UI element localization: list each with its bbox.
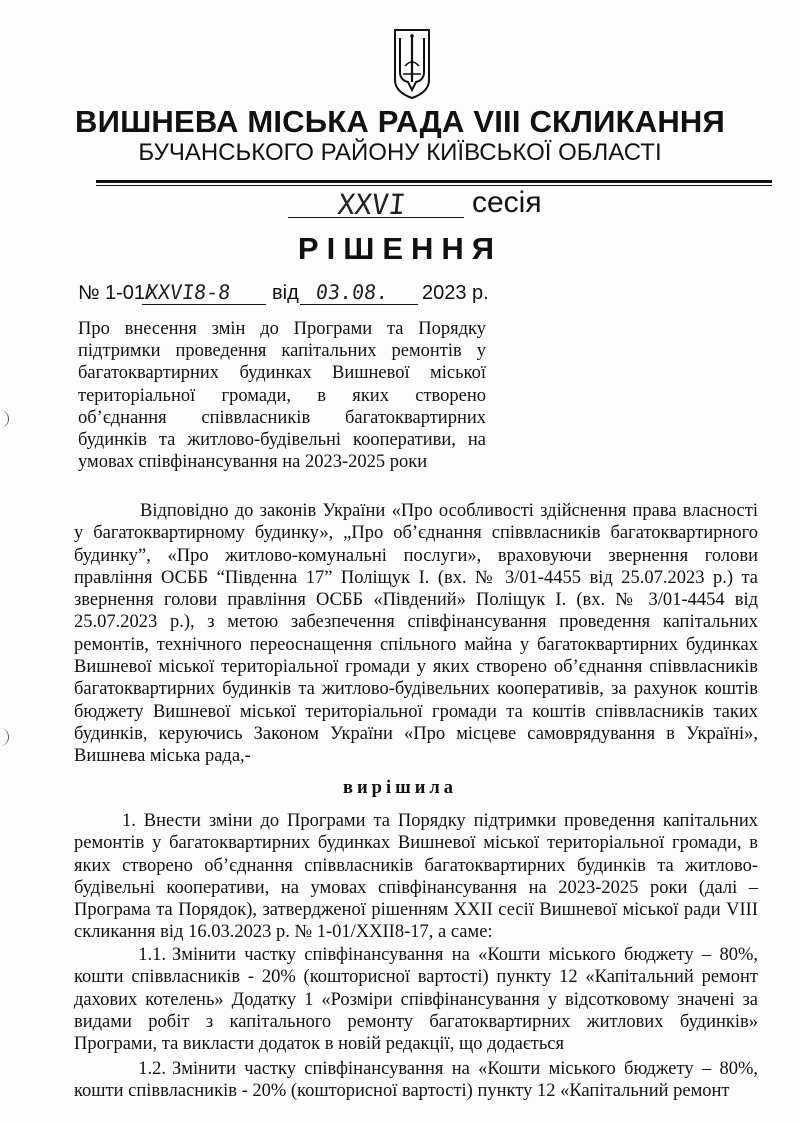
district-region: БУЧАНСЬКОГО РАЙОНУ КИЇВСЬКОЇ ОБЛАСТІ xyxy=(138,139,662,166)
decision-date-blank xyxy=(300,304,418,305)
subitem-1-2-text: Змінити частку співфінансування на «Кошти міського бюджету – 80%, кошти співвласників - 20% (кошторисної вартості) пункту 12 «Капітальний ремонт xyxy=(74,1059,758,1102)
subitem-1-1 xyxy=(74,944,758,1055)
scan-edge-mark xyxy=(0,410,9,428)
decided-label: вирішила xyxy=(343,778,457,798)
decision-year: 2023 р. xyxy=(422,282,489,304)
decision-subject: Про внесення змін до Програми та Порядку підтримки проведення капітальних ремонтів у багатоквартирних будинках Вишневої міської територіальної громади, в яких створено об’єднання співвласників багатоквартирних будинків та житлово-будівельні кооперативи, на умовах співфінансування на 2023-2025 роки xyxy=(78,319,486,473)
subitem-1-2-number: 1.2. xyxy=(138,1059,166,1079)
decision-number-blank xyxy=(142,304,266,305)
from-label: від xyxy=(272,282,299,304)
decision-number-line xyxy=(78,280,778,312)
decision-number-prefix: № 1-01/ xyxy=(78,282,151,304)
header-rule-thick xyxy=(96,180,772,183)
session-number-handwritten: XXVI xyxy=(336,188,408,221)
subitem-1-2 xyxy=(74,1058,758,1103)
subitem-1-1-text: Змінити частку співфінансування на «Кошти міського бюджету – 80%, кошти співвласників - 20% (кошторисної вартості) пункту 12 «Капітальний ремонт дахових котелень» Додатку 1 «Розміри співфінансування у відсотковому значені за видами робіт з капітального ремонту багатоквартирних житлових будинків» Програми, та викласти додаток в новій редакції, що додається xyxy=(74,945,758,1055)
document-title: РІШЕННЯ xyxy=(297,231,503,266)
decision-date-handwritten: 03.08. xyxy=(314,280,390,304)
preamble-paragraph: Відповідно до законів України «Про особливості здійснення права власності у багатоквартирному будинку», „Про об’єднання співвласників багатоквартирного будинку”, «Про житлово-комунальні послуги», враховуючи звернення голови правління ОСББ “Південна 17” Поліщук І. (вх. № 3/01-4455 від 25.07.2023 р.) та звернення голови правління ОСББ «Південий» Поліщук І. (вх. № 3/01-4454 від 25.07.2023 р.), з метою забезпечення співфінансування проведення капітальних ремонтів, технічного переоснащення спільного майна у багатоквартирних будинках Вишневої міської територіальної громади у яких створено об’єднання співвласників багатоквартирних будинків та житлово-будівельних кооперативів, за рахунок коштів бюджету Вишневої міської територіальної громади та коштів співвласників таких будинків, керуючись Законом України «Про місцеве самоврядування в Україні», Вишнева міська рада,- xyxy=(74,501,758,767)
ukraine-trident-icon xyxy=(392,28,432,100)
item-1-number: 1. xyxy=(122,811,136,831)
item-1 xyxy=(74,810,758,944)
decision-number-handwritten: XXVI8-8 xyxy=(144,280,232,304)
session-word: сесія xyxy=(472,186,542,219)
scan-edge-mark xyxy=(0,728,9,746)
item-1-text: Внести зміни до Програми та Порядку підтримки проведення капітальних ремонтів у багатоквартирних будинках Вишневої міської територіальної громади, в яких створено об’єднання співвласників багатоквартирних будинків та житлово-будівельні кооперативи, на умовах співфінансування на 2023-2025 роки (далі – Програма та Порядок), затвердженої рішенням XXII сесії Вишневої міської ради VIII скликання від 16.03.2023 р. № 1-01/XXII8-17, а саме: xyxy=(74,811,758,943)
session-line xyxy=(288,186,568,228)
council-name: ВИШНЕВА МІСЬКА РАДА VIII СКЛИКАННЯ xyxy=(75,104,725,139)
subitem-1-1-number: 1.1. xyxy=(138,945,166,965)
